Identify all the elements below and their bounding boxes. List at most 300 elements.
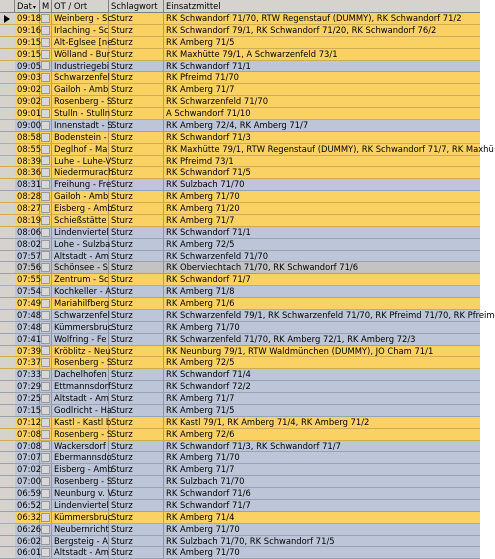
column-header-einsatzmittel[interactable]: Einsatzmittel [166, 1, 221, 11]
row-indicator[interactable] [0, 381, 15, 392]
cell-schlagwort: Sturz [109, 132, 164, 143]
table-row[interactable] [0, 298, 480, 310]
mark-checkbox[interactable] [41, 453, 50, 462]
table-row[interactable] [0, 369, 480, 381]
cell-schlagwort: Sturz [109, 547, 164, 558]
mark-checkbox[interactable] [41, 85, 50, 94]
mark-checkbox[interactable] [41, 263, 50, 272]
mark-checkbox[interactable] [41, 204, 50, 213]
cell-mark[interactable] [40, 298, 52, 309]
table-row[interactable] [0, 536, 480, 548]
cell-mark[interactable] [40, 547, 52, 558]
cell-einsatzmittel: RK Schwandorf 71/3, RK Schwandorf 71/7 [166, 440, 341, 451]
mark-checkbox[interactable] [41, 548, 50, 557]
cell-ort: Industriegebi [54, 60, 110, 71]
column-header-ort[interactable]: OT / Ort [52, 0, 109, 12]
cell-ort: Wackersdorf [52, 441, 109, 452]
cell-time: 08:28 [17, 191, 42, 202]
mark-checkbox[interactable] [41, 287, 50, 296]
cell-time: 09:01 [17, 108, 42, 118]
cell-mark[interactable] [40, 61, 52, 72]
table-row[interactable] [0, 476, 480, 488]
cell-einsatzmittel: RK Amberg 71/5 [166, 36, 235, 47]
cell-mark[interactable] [40, 239, 52, 250]
cell-schlagwort: Sturz [109, 393, 164, 404]
mark-checkbox[interactable] [41, 145, 50, 154]
cell-ort: Rosenberg - S [54, 357, 113, 368]
row-selector [0, 429, 15, 440]
cell-mark[interactable] [40, 227, 52, 238]
row-selector [0, 132, 15, 143]
row-selector [0, 286, 15, 297]
mark-checkbox[interactable] [41, 240, 50, 249]
mark-checkbox[interactable] [41, 477, 50, 486]
mark-checkbox[interactable] [41, 489, 50, 498]
table-row[interactable] [0, 72, 480, 84]
table-row[interactable] [0, 429, 480, 441]
mark-checkbox[interactable] [41, 441, 50, 450]
cell-mark[interactable] [40, 96, 52, 107]
mark-checkbox[interactable] [41, 346, 50, 355]
row-selector [0, 369, 15, 380]
table-row[interactable] [0, 346, 480, 358]
cell-mark[interactable] [40, 274, 52, 285]
cell-einsatzmittel: RK Pfreimd 73/1 [166, 155, 234, 166]
cell-mark[interactable] [40, 132, 52, 143]
cell-einsatzmittel: RK Amberg 72/6 [166, 428, 235, 439]
table-row[interactable] [0, 13, 480, 25]
mark-checkbox[interactable] [41, 536, 50, 545]
table-row[interactable] [0, 167, 480, 179]
row-indicator[interactable] [0, 120, 15, 131]
row-indicator[interactable] [0, 310, 15, 321]
row-selector [0, 322, 15, 333]
table-row[interactable] [0, 512, 480, 524]
mark-checkbox[interactable] [41, 26, 50, 35]
cell-mark[interactable] [40, 179, 52, 190]
cell-ort: Kröblitz - Neu [54, 345, 111, 356]
cell-mark[interactable] [40, 13, 52, 24]
row-indicator[interactable] [0, 227, 15, 238]
row-indicator[interactable] [0, 203, 15, 214]
cell-time: 09:18 [17, 13, 42, 23]
cell-schlagwort: Sturz [109, 179, 164, 190]
cell-ort: Innenstadt - S [54, 119, 113, 130]
cell-ort: Deglhof - Ma [54, 143, 108, 154]
row-selector [0, 500, 15, 511]
table-row[interactable] [0, 381, 480, 393]
row-indicator[interactable] [0, 251, 15, 262]
cell-mark[interactable] [40, 536, 52, 547]
mark-checkbox[interactable] [41, 50, 50, 59]
mark-checkbox[interactable] [41, 323, 50, 332]
mark-checkbox[interactable] [41, 406, 50, 415]
mark-checkbox[interactable] [41, 430, 50, 439]
row-indicator[interactable] [0, 322, 15, 333]
cell-mark[interactable] [40, 369, 52, 380]
row-indicator[interactable] [0, 464, 15, 475]
row-indicator[interactable] [0, 274, 15, 285]
cell-mark[interactable] [40, 108, 52, 119]
cell-schlagwort: Sturz [109, 464, 164, 475]
table-row[interactable] [0, 143, 494, 156]
row-indicator[interactable] [0, 179, 15, 190]
cell-mark[interactable] [40, 191, 52, 202]
cell-schlagwort: Sturz [109, 334, 164, 345]
row-indicator[interactable] [0, 156, 15, 167]
cell-mark[interactable] [40, 322, 52, 333]
row-indicator[interactable] [0, 357, 15, 368]
cell-mark[interactable] [40, 524, 52, 535]
row-indicator[interactable] [0, 429, 15, 440]
row-selector [0, 405, 15, 416]
row-selector [0, 239, 15, 250]
cell-time: 07:54 [17, 286, 42, 297]
table-row[interactable] [0, 417, 480, 429]
mark-checkbox[interactable] [41, 418, 50, 427]
mark-checkbox[interactable] [41, 168, 50, 177]
cell-ort: Schwarzenfel [54, 309, 110, 320]
table-row[interactable] [0, 334, 480, 346]
cell-schlagwort: Sturz [109, 322, 164, 333]
cell-einsatzmittel: RK Amberg 71/70 [166, 547, 240, 558]
row-indicator[interactable] [0, 132, 15, 143]
row-indicator[interactable] [0, 191, 15, 202]
cell-einsatzmittel: RK Sulzbach 71/70 [166, 476, 245, 487]
mark-checkbox[interactable] [41, 38, 50, 47]
mark-checkbox[interactable] [41, 311, 50, 320]
table-row[interactable] [0, 309, 495, 322]
cell-mark[interactable] [40, 262, 52, 273]
cell-mark[interactable] [40, 49, 52, 60]
row-selector [0, 167, 15, 178]
cell-einsatzmittel: RK Amberg 71/7 [166, 393, 235, 403]
mark-checkbox[interactable] [41, 370, 50, 379]
mark-checkbox[interactable] [41, 133, 50, 142]
table-row[interactable] [0, 179, 480, 191]
row-indicator[interactable] [0, 369, 15, 380]
row-indicator[interactable] [0, 476, 15, 487]
cell-mark[interactable] [40, 476, 52, 487]
mark-checkbox[interactable] [41, 525, 50, 534]
row-selector [0, 61, 15, 72]
cell-einsatzmittel: RK Amberg 71/70 [166, 523, 240, 534]
column-header-dat[interactable] [15, 0, 40, 12]
cell-mark[interactable] [40, 500, 52, 511]
mark-checkbox[interactable] [41, 465, 50, 474]
table-row[interactable] [0, 405, 480, 417]
cell-mark[interactable] [40, 37, 52, 48]
cell-einsatzmittel: RK Schwandorf 71/4 [166, 369, 251, 380]
table-row[interactable] [0, 488, 480, 500]
row-indicator[interactable] [0, 298, 15, 309]
mark-checkbox[interactable] [41, 73, 50, 82]
cell-schlagwort: Sturz [109, 500, 164, 511]
table-row[interactable] [0, 547, 480, 559]
table-row[interactable] [0, 357, 480, 369]
cell-ort: Altstadt - Am [54, 547, 109, 558]
cell-mark[interactable] [40, 144, 52, 155]
cell-mark[interactable] [40, 452, 52, 463]
grid-header [0, 0, 480, 13]
row-indicator[interactable] [0, 72, 15, 83]
row-selector [0, 262, 15, 273]
cell-ort: Rosenberg - S [54, 476, 113, 487]
table-row[interactable] [0, 156, 480, 168]
table-row[interactable] [0, 251, 480, 263]
mark-checkbox[interactable] [41, 180, 50, 189]
row-indicator[interactable] [0, 13, 15, 24]
table-row[interactable] [0, 500, 480, 512]
cell-einsatzmittel: RK Schwarzenfeld 71/70 [166, 250, 269, 261]
cell-time: 07:39 [17, 345, 42, 356]
row-indicator[interactable] [0, 405, 15, 416]
cell-schlagwort: Sturz [109, 357, 164, 368]
cell-einsatzmittel: RK Amberg 71/70 [166, 321, 240, 332]
cell-einsatzmittel: RK Maxhütte 79/1, RTW Regenstauf (DUMMY), RK Schwandorf 71/7, RK Maxhü [166, 143, 494, 154]
cell-schlagwort: Sturz [109, 417, 164, 428]
cell-schlagwort: Sturz [109, 536, 164, 547]
row-indicator[interactable] [0, 547, 15, 558]
cell-ort: Eisberg - Amb [54, 464, 113, 475]
cell-schlagwort: Sturz [109, 61, 164, 72]
cell-mark[interactable] [40, 310, 52, 321]
cell-mark[interactable] [40, 488, 52, 499]
row-indicator[interactable] [0, 441, 15, 452]
table-row[interactable] [0, 96, 480, 108]
cell-time: 07:49 [17, 298, 42, 308]
cell-mark[interactable] [40, 72, 52, 83]
cell-mark[interactable] [40, 334, 52, 345]
cell-mark[interactable] [40, 25, 52, 36]
cell-ort: Stulln - Stulln [54, 108, 111, 118]
cell-schlagwort: Sturz [109, 286, 164, 297]
row-indicator[interactable] [0, 393, 15, 404]
mark-checkbox[interactable] [41, 501, 50, 510]
cell-ort: Kochkeller - A [54, 286, 112, 297]
cell-schlagwort: Sturz [109, 298, 164, 309]
cell-einsatzmittel: RK Amberg 71/4 [166, 511, 235, 522]
cell-ort: Freihung - Fre [54, 179, 112, 190]
cell-einsatzmittel: RK Amberg 72/5 [166, 357, 235, 368]
table-row[interactable] [0, 274, 480, 286]
mark-checkbox[interactable] [41, 275, 50, 284]
table-row[interactable] [0, 191, 480, 203]
cell-time: 07:56 [17, 262, 42, 273]
row-indicator[interactable] [0, 346, 15, 357]
cell-ort: Bodenstein - [52, 132, 109, 143]
cell-schlagwort: Sturz [109, 84, 164, 95]
cell-ort: Altstadt - Am [54, 250, 109, 261]
mark-checkbox[interactable] [41, 14, 50, 23]
mark-checkbox[interactable] [41, 192, 50, 201]
row-indicator[interactable] [0, 25, 15, 36]
cell-einsatzmittel: RK Kastl 79/1, RK Amberg 71/4, RK Amberg 71/2 [166, 416, 370, 427]
cell-ort: Lohe - Sulzba [54, 238, 111, 249]
cell-time: 07:29 [17, 381, 42, 392]
row-selector [0, 227, 15, 238]
cell-mark[interactable] [40, 393, 52, 404]
row-selector [0, 215, 15, 226]
cell-ort: Kümmersbruc [54, 511, 113, 522]
table-row[interactable] [0, 132, 480, 144]
cell-ort: Schönsee - S [54, 262, 108, 273]
cell-mark[interactable] [40, 381, 52, 392]
cell-schlagwort: Sturz [109, 405, 164, 416]
cell-einsatzmittel: RK Schwandorf 71/7 [166, 274, 251, 285]
cell-mark[interactable] [40, 251, 52, 262]
cell-schlagwort: Sturz [109, 452, 164, 463]
cell-einsatzmittel: RK Sulzbach 71/70 [166, 179, 245, 190]
mark-checkbox[interactable] [41, 513, 50, 522]
cell-mark[interactable] [40, 357, 52, 368]
cell-mark[interactable] [40, 167, 52, 178]
row-indicator[interactable] [0, 286, 15, 297]
cell-einsatzmittel: RK Amberg 71/7 [166, 84, 235, 95]
table-row[interactable] [0, 215, 480, 227]
cell-schlagwort: Sturz [109, 381, 164, 392]
mark-checkbox[interactable] [41, 61, 50, 70]
mark-checkbox[interactable] [41, 394, 50, 403]
cell-time: 07:33 [17, 369, 42, 380]
row-indicator[interactable] [0, 500, 15, 511]
cell-mark[interactable] [40, 512, 52, 523]
cell-mark[interactable] [40, 156, 52, 167]
column-header-schlagwort[interactable]: Schlagwort [109, 0, 164, 12]
table-row[interactable] [0, 227, 480, 239]
table-row[interactable] [0, 203, 480, 215]
column-header-m[interactable]: M [40, 0, 52, 12]
cell-mark[interactable] [40, 429, 52, 440]
row-indicator[interactable] [0, 144, 15, 155]
row-indicator[interactable] [0, 512, 15, 523]
mark-checkbox[interactable] [41, 216, 50, 225]
table-row[interactable] [0, 262, 480, 274]
cell-schlagwort: Sturz [109, 512, 164, 523]
table-row[interactable] [0, 49, 480, 61]
row-indicator[interactable] [0, 262, 15, 273]
cell-time: 08:19 [17, 214, 42, 225]
table-row[interactable] [0, 37, 480, 49]
mark-checkbox[interactable] [41, 156, 50, 165]
cell-einsatzmittel: RK Oberviechtach 71/70, RK Schwandorf 71/6 [166, 262, 359, 273]
cell-schlagwort: Sturz [109, 262, 164, 273]
table-row[interactable] [0, 464, 480, 476]
row-indicator[interactable] [0, 61, 15, 72]
cell-ort: Alt-Eglsee [ne [54, 36, 113, 47]
cell-schlagwort: Sturz [109, 144, 164, 155]
row-indicator[interactable] [0, 84, 15, 95]
table-row[interactable] [0, 25, 480, 37]
cell-time: 07:15 [17, 404, 42, 415]
table-row[interactable] [0, 120, 480, 132]
table-row[interactable] [0, 84, 480, 96]
cell-ort: Zentrum - Sc [54, 274, 109, 285]
mark-checkbox[interactable] [41, 121, 50, 130]
row-selector [0, 179, 15, 190]
table-row[interactable] [0, 524, 480, 536]
table-row[interactable] [0, 239, 480, 251]
mark-checkbox[interactable] [41, 228, 50, 237]
row-indicator[interactable] [0, 524, 15, 535]
cell-mark[interactable] [40, 215, 52, 226]
cell-time: 07:41 [17, 333, 42, 344]
mark-checkbox[interactable] [41, 251, 50, 260]
cell-einsatzmittel: RK Schwandorf 71/5 [166, 167, 251, 178]
row-indicator[interactable] [0, 536, 15, 547]
cell-schlagwort: Sturz [109, 429, 164, 440]
mark-checkbox[interactable] [41, 358, 50, 367]
cell-mark[interactable] [40, 120, 52, 131]
table-row[interactable] [0, 286, 480, 298]
cell-mark[interactable] [40, 203, 52, 214]
row-indicator[interactable] [0, 452, 15, 463]
cell-schlagwort: Sturz [109, 346, 164, 357]
cell-schlagwort: Sturz [109, 49, 164, 60]
cell-ort: Lindenviertel [54, 226, 109, 237]
cell-einsatzmittel: RK Schwandorf 71/70, RTW Regenstauf (DUMMY), RK Schwandorf 71/2 [166, 13, 462, 23]
cell-time: 09:16 [17, 24, 42, 35]
cell-time: 07:12 [17, 416, 42, 427]
cell-mark[interactable] [40, 417, 52, 428]
row-indicator[interactable] [0, 334, 15, 345]
mark-checkbox[interactable] [41, 382, 50, 391]
table-row[interactable] [0, 61, 480, 73]
cell-ort: Altstadt - Am [54, 393, 109, 403]
mark-checkbox[interactable] [41, 97, 50, 106]
mark-checkbox[interactable] [41, 299, 50, 308]
table-row[interactable] [0, 393, 480, 405]
cell-time: 07:48 [17, 321, 42, 332]
cell-schlagwort: Sturz [109, 25, 164, 36]
mark-checkbox[interactable] [41, 335, 50, 344]
table-row[interactable] [0, 108, 480, 120]
cell-mark[interactable] [40, 346, 52, 357]
row-indicator[interactable] [0, 96, 15, 107]
cell-time: 09:00 [17, 119, 42, 130]
cell-einsatzmittel: RK Schwandorf 71/7 [166, 499, 251, 510]
row-indicator[interactable] [0, 37, 15, 48]
cell-einsatzmittel: RK Schwarzenfeld 71/70 [166, 96, 269, 107]
cell-schlagwort: Sturz [109, 156, 164, 167]
row-indicator[interactable] [0, 417, 15, 428]
row-indicator[interactable] [0, 167, 15, 178]
row-selector [0, 393, 15, 404]
row-indicator[interactable] [0, 49, 15, 60]
cell-mark[interactable] [40, 405, 52, 416]
row-indicator[interactable] [0, 108, 15, 119]
table-row[interactable] [0, 322, 480, 334]
row-indicator[interactable] [0, 239, 15, 250]
cell-ort: Schwarzenfel [54, 72, 110, 83]
cell-mark[interactable] [40, 286, 52, 297]
cell-ort: Lindenviertel [54, 499, 109, 510]
cell-mark[interactable] [40, 441, 52, 452]
cell-schlagwort: Sturz [109, 239, 164, 250]
cell-ort: Irlaching - Sc [54, 24, 109, 35]
row-selector [0, 84, 15, 95]
cell-einsatzmittel: RK Amberg 71/7 [166, 464, 235, 475]
row-indicator[interactable] [0, 488, 15, 499]
row-indicator[interactable] [0, 215, 15, 226]
cell-einsatzmittel: RK Schwarzenfeld 79/1, RK Schwarzenfeld 71/70, RK Pfreimd 71/70, RK Pfreim [166, 309, 495, 320]
table-row[interactable] [0, 441, 480, 453]
table-row[interactable] [0, 452, 480, 464]
cell-mark[interactable] [40, 464, 52, 475]
mark-checkbox[interactable] [41, 109, 50, 118]
cell-schlagwort: Sturz [109, 488, 164, 499]
cell-mark[interactable] [40, 84, 52, 95]
